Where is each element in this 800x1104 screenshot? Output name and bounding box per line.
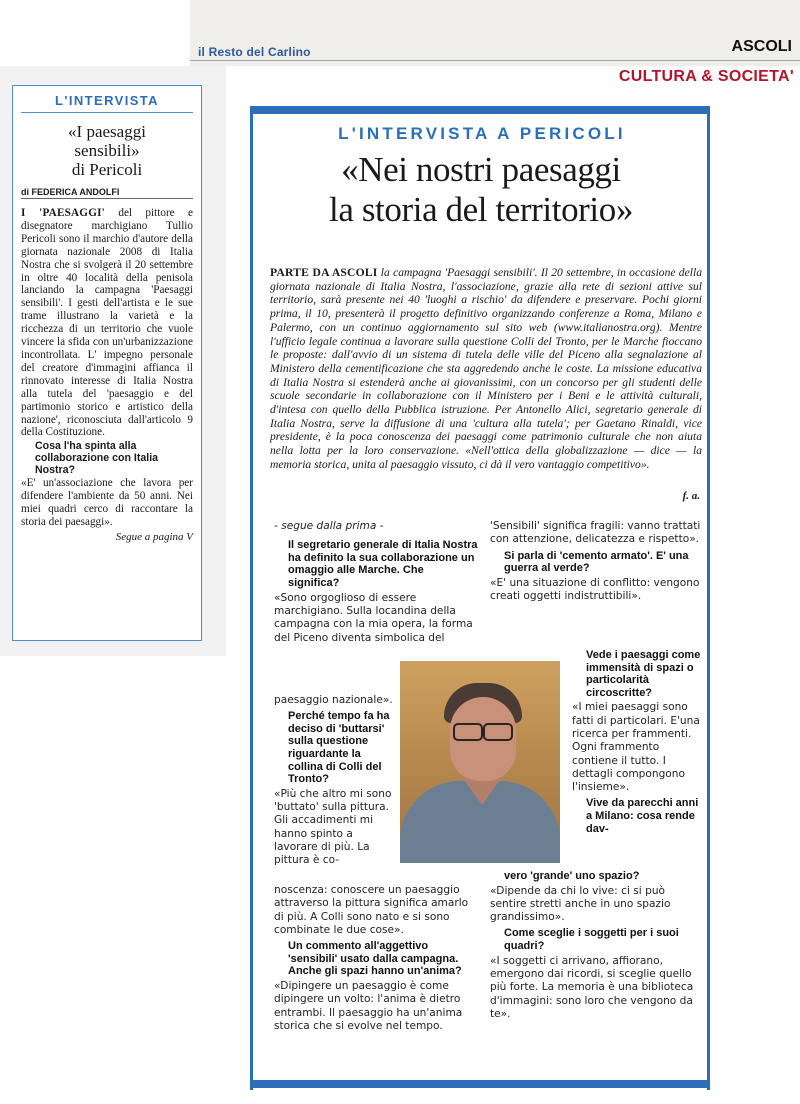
article-intro (270, 266, 702, 472)
answer: 'Sensibili' significa fragili: vanno trattati con attenzione, delicatezza e rispetto». (490, 520, 701, 546)
question: Come sceglie i soggetti per i suoi quadri? (504, 927, 679, 953)
sidebar-body (21, 207, 193, 439)
question: vero 'grande' uno spazio? (504, 870, 640, 882)
answer: «I soggetti ci arrivano, affiorano, emergono dai ricordi, si sceglie quello più forte. La memoria è una biblioteca d'immagini: sono loro che vengono da te». (490, 954, 694, 1020)
sidebar-kicker: L'INTERVISTA (21, 91, 193, 113)
city-label: ASCOLI (731, 38, 792, 55)
photo-glasses (451, 723, 515, 739)
answer: paesaggio nazionale». (274, 694, 393, 706)
sidebar-title-line: «I paesaggi (68, 122, 146, 141)
sidebar-answer: «E' un'associazione che lavora per difendere l'ambiente da 50 anni. Nei miei quadri cerco di raccontare la storia dei paesaggi». (21, 477, 193, 529)
column-2-beside-photo (572, 646, 702, 837)
answer: «Dipingere un paesaggio è come dipingere un volto: l'anima è dietro entrambi. Il paesaggio ha un'anima storica che si evolve nel tempo. (274, 979, 463, 1032)
sidebar-byline: di FEDERICA ANDOLFI (21, 187, 193, 199)
headline-line: «Nei nostri paesaggi (341, 150, 621, 189)
column-2-top (490, 520, 702, 604)
answer: «I miei paesaggi sono fatti di particolari. E'una ricerca per frammenti. Ogni frammento contiene il tutto. I dettagli compongono l'insieme». (572, 701, 700, 794)
section-label: CULTURA & SOCIETA' (618, 68, 794, 85)
headline-line: la storia del territorio» (329, 190, 633, 229)
article-headline (258, 150, 704, 230)
column-2-bottom (490, 870, 702, 1022)
answer: «Dipende da chi lo vive: ci si può sentire stretti anche in uno spazio grandissimo». (490, 884, 671, 924)
answer: «Sono orgoglioso di essere marchigiano. Sulla locandina della campagna con la mia opera, la forma del Piceno diventa simbolica del (274, 591, 473, 644)
column-1-bottom (274, 884, 478, 1034)
question: Vive da parecchi anni a Milano: cosa rende dav- (586, 797, 699, 835)
sidebar-lead: I 'PAESAGGI' (21, 207, 105, 219)
article-kicker: L'INTERVISTA A PERICOLI (338, 124, 626, 143)
article-bottom-bar (250, 1080, 710, 1088)
sidebar-body-text: del pittore e disegnatore marchigiano Tullio Pericoli sono il marchio d'autore della giornata nazionale 2008 di Italia Nostra che si svolgerà il 20 settembre in oltre 40 località della penisola lanciando la campagna 'Paesaggi sensibili'. I gesti dell'artista e le sue trame illustrano la varietà e la ricchezza di un territorio che vuole vincere la sfida con un'urbanizzazione incontrollata. L' impegno personale del creatore d'immagini affianca il rinnovato interesse di Italia Nostra alla tutela del 'paesaggio e del partimonio storico e artistico della nazione', riconosciuta dall'articolo 9 della Costituzione. (21, 207, 194, 439)
answer: «Più che altro mi sono 'buttato' sulla pittura. Gli accadimenti mi hanno spinto a lavorare di più. La pittura è co- (274, 787, 392, 867)
answer: «E' una situazione di conflitto: vengono creati oggetti indistruttibili». (490, 576, 700, 603)
sidebar-question: Cosa l'ha spinta alla collaborazione con Italia Nostra? (35, 440, 159, 477)
question: Perché tempo fa ha deciso di 'buttarsi' sulla questione riguardante la collina di Colli del Tronto? (288, 710, 390, 786)
continued-from-front: - segue dalla prima - (274, 520, 384, 532)
newspaper-name: il Resto del Carlino (198, 45, 311, 59)
masthead (190, 0, 800, 66)
article-top-bar (250, 106, 710, 114)
sidebar-box (12, 85, 202, 641)
answer: noscenza: conoscere un paesaggio attraverso la pittura significa amarlo di più. A Colli sono nato e si sono combinate le due cose». (274, 884, 469, 936)
column-1-beside-photo (274, 694, 398, 869)
sidebar-title-line: sensibili» (74, 141, 140, 160)
question: Il segretario generale di Italia Nostra ha definito la sua collaborazione un omaggio alle Marche. Che significa? (288, 539, 478, 590)
question: Vede i paesaggi come immensità di spazi o particolarità circoscritte? (586, 649, 701, 699)
question: Un commento all'aggettivo 'sensibili' usato dalla campagna. Anche gli spazi hanno un'anima? (288, 940, 462, 978)
intro-lead: PARTE DA ASCOLI (270, 266, 378, 279)
column-1-top (274, 520, 478, 646)
question: Si parla di 'cemento armato'. E' una guerra al verde? (504, 549, 689, 575)
sidebar-title (21, 122, 193, 179)
intro-text: la campagna 'Paesaggi sensibili'. Il 20 settembre, in occasione della giornata nazionale di Italia Nostra, l'associazione, grazie alla rete di sezioni attive sul territorio, sarà presente nei 40 'luoghi a rischio' da difendere e preservare. Pochi giorni prima, il 10, presenterà il progetto definitivo organizzando conferenze a Roma, Milano e Palermo, con un continuo aggiornamento sul sito web (www.italianostra.org). Mentre l'ufficio legale continua a lavorare sulla questione Colli del Tronto, per le Marche fioccano le proposte: dall'avvio di un sistema di tutela delle ville del Piceno alla segnalazione al Ministero della cementificazione che sta aggredendo anche le coste. La missione educativa di Italia Nostra si estenderà anche ai giovanissimi, con un concorso per gli studenti delle scuole secondarie in collaborazione con il Ministero per i Beni e le attività culturali, d'intesa con quello della Pubblica istruzione. Per Antonello Alici, segretario generale di Italia Nostra, serve la diffusione di una 'cultura alla tutela'; per Gaetano Rinaldi, vice presidente, è la poca conoscenza dei paesaggi come patrimonio culturale che non aiuta nella lotta per la loro conservazione. «Nell'ottica della globalizzazione — dice — la memoria storica, unita al paesaggio vissuto, ci dà il vero vantaggio competitivo». (270, 266, 702, 471)
sidebar-title-line: di Pericoli (71, 160, 143, 179)
intro-signature: f. a. (682, 490, 700, 502)
header-rule (190, 60, 800, 61)
sidebar-continued-link[interactable]: Segue a pagina V (115, 530, 193, 543)
portrait-photo (400, 661, 560, 863)
